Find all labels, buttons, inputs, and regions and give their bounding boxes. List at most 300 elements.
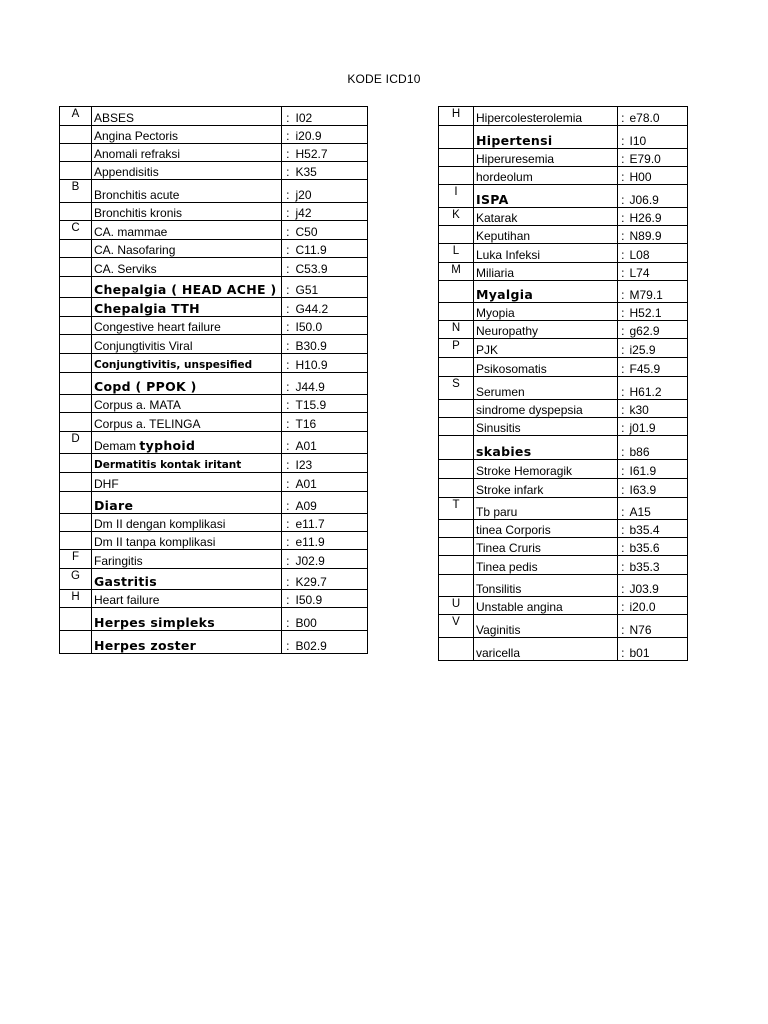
icd-code: I10 xyxy=(628,126,688,149)
index-letter: N xyxy=(439,321,474,339)
separator-colon: : xyxy=(618,149,628,167)
table-row xyxy=(60,162,368,180)
diagnosis-name xyxy=(92,569,282,590)
icd-code: H00 xyxy=(628,167,688,185)
diagnosis-name-text: Hipertensi xyxy=(476,133,553,148)
diagnosis-name-text: Serumen xyxy=(476,385,525,399)
separator-colon: : xyxy=(282,144,294,162)
icd-code: j42 xyxy=(294,203,368,221)
separator-colon: : xyxy=(618,418,628,436)
diagnosis-name-text: hordeolum xyxy=(476,170,533,184)
icd-code: I50.9 xyxy=(294,590,368,608)
diagnosis-name-text: Conjungtivitis, unspesified xyxy=(94,359,253,371)
icd-code: b35.3 xyxy=(628,556,688,575)
icd-code: N89.9 xyxy=(628,226,688,244)
table-row xyxy=(439,418,688,436)
table-row xyxy=(439,436,688,460)
diagnosis-name-prefix: Demam xyxy=(94,439,140,453)
index-letter: M xyxy=(439,263,474,281)
index-letter: K xyxy=(439,208,474,226)
index-letter xyxy=(439,520,474,538)
icd-code: T15.9 xyxy=(294,395,368,413)
diagnosis-name xyxy=(92,354,282,373)
table-row xyxy=(60,221,368,240)
diagnosis-name xyxy=(92,221,282,240)
diagnosis-name-text: Miliaria xyxy=(476,266,515,280)
icd-code: i25.9 xyxy=(628,339,688,358)
icd-code: i20.9 xyxy=(294,126,368,144)
index-letter xyxy=(60,631,92,654)
diagnosis-name xyxy=(92,240,282,258)
separator-colon: : xyxy=(618,107,628,126)
table-row xyxy=(60,514,368,532)
diagnosis-name xyxy=(92,492,282,514)
diagnosis-name-text: Stroke infark xyxy=(476,483,544,497)
table-row xyxy=(60,454,368,473)
icd-code: A01 xyxy=(294,432,368,454)
diagnosis-name xyxy=(474,498,618,520)
separator-colon: : xyxy=(618,226,628,244)
icd-code: b01 xyxy=(628,638,688,661)
diagnosis-name xyxy=(474,226,618,244)
separator-colon: : xyxy=(282,298,294,317)
diagnosis-name-text: Keputihan xyxy=(476,229,531,243)
index-letter: P xyxy=(439,339,474,358)
separator-colon: : xyxy=(618,167,628,185)
diagnosis-name-text: Chepalgia TTH xyxy=(94,301,200,316)
icd-code: M79.1 xyxy=(628,281,688,303)
index-letter xyxy=(60,277,92,298)
index-letter: H xyxy=(439,107,474,126)
separator-colon: : xyxy=(618,479,628,498)
separator-colon: : xyxy=(282,514,294,532)
separator-colon: : xyxy=(282,492,294,514)
table-row xyxy=(60,373,368,395)
diagnosis-name-text: sindrome dyspepsia xyxy=(476,403,583,417)
diagnosis-name-text: Tonsilitis xyxy=(476,582,522,596)
diagnosis-name-text: Dermatitis kontak iritant xyxy=(94,459,242,471)
table-row xyxy=(439,538,688,556)
separator-colon: : xyxy=(618,498,628,520)
table-row xyxy=(60,335,368,354)
separator-colon: : xyxy=(282,608,294,631)
separator-colon: : xyxy=(282,532,294,550)
table-row xyxy=(439,400,688,418)
table-row xyxy=(439,281,688,303)
diagnosis-name xyxy=(474,339,618,358)
diagnosis-name xyxy=(474,597,618,615)
icd-code: b35.4 xyxy=(628,520,688,538)
separator-colon: : xyxy=(282,413,294,432)
diagnosis-name-text: Corpus a. MATA xyxy=(94,398,181,412)
table-row xyxy=(439,126,688,149)
separator-colon: : xyxy=(618,126,628,149)
index-letter xyxy=(60,335,92,354)
diagnosis-name-text: varicella xyxy=(476,646,521,660)
table-row xyxy=(439,303,688,321)
separator-colon: : xyxy=(618,520,628,538)
icd-code: J06.9 xyxy=(628,185,688,208)
diagnosis-name xyxy=(92,180,282,203)
separator-colon: : xyxy=(618,263,628,281)
diagnosis-name xyxy=(92,277,282,298)
separator-colon: : xyxy=(282,473,294,492)
diagnosis-name-text: Conjungtivitis Viral xyxy=(94,339,193,353)
diagnosis-name xyxy=(474,303,618,321)
icd-code: C50 xyxy=(294,221,368,240)
table-row xyxy=(60,354,368,373)
index-letter: I xyxy=(439,185,474,208)
separator-colon: : xyxy=(618,615,628,638)
diagnosis-name xyxy=(92,144,282,162)
separator-colon: : xyxy=(282,203,294,221)
diagnosis-name xyxy=(92,373,282,395)
diagnosis-name xyxy=(474,377,618,400)
index-letter xyxy=(439,418,474,436)
separator-colon: : xyxy=(618,556,628,575)
table-row xyxy=(60,569,368,590)
icd-code: J44.9 xyxy=(294,373,368,395)
diagnosis-name xyxy=(92,432,282,454)
icd-code: J02.9 xyxy=(294,550,368,569)
diagnosis-name xyxy=(474,520,618,538)
diagnosis-name-text: ABSES xyxy=(94,111,135,125)
diagnosis-name xyxy=(474,281,618,303)
diagnosis-name xyxy=(474,185,618,208)
index-letter xyxy=(60,473,92,492)
separator-colon: : xyxy=(282,569,294,590)
index-letter xyxy=(60,454,92,473)
index-letter: U xyxy=(439,597,474,615)
table-row xyxy=(60,258,368,277)
index-letter xyxy=(60,532,92,550)
separator-colon: : xyxy=(618,358,628,377)
icd-code: A09 xyxy=(294,492,368,514)
index-letter: F xyxy=(60,550,92,569)
icd-code: B02.9 xyxy=(294,631,368,654)
diagnosis-name xyxy=(474,615,618,638)
table-row xyxy=(439,339,688,358)
separator-colon: : xyxy=(618,638,628,661)
table-row xyxy=(60,126,368,144)
diagnosis-name-text: Corpus a. TELINGA xyxy=(94,417,201,431)
diagnosis-name xyxy=(474,149,618,167)
diagnosis-name xyxy=(92,631,282,654)
index-letter xyxy=(60,354,92,373)
separator-colon: : xyxy=(618,244,628,263)
diagnosis-name-text: PJK xyxy=(476,343,499,357)
diagnosis-name-text: Copd ( PPOK ) xyxy=(94,379,197,394)
separator-colon: : xyxy=(282,550,294,569)
diagnosis-name-text: DHF xyxy=(94,477,119,491)
diagnosis-name xyxy=(474,263,618,281)
index-letter: G xyxy=(60,569,92,590)
index-letter xyxy=(60,514,92,532)
diagnosis-name xyxy=(474,460,618,479)
separator-colon: : xyxy=(282,126,294,144)
separator-colon: : xyxy=(282,454,294,473)
separator-colon: : xyxy=(282,240,294,258)
diagnosis-name-text: Herpes simpleks xyxy=(94,615,216,630)
diagnosis-name xyxy=(92,298,282,317)
index-letter: L xyxy=(439,244,474,263)
table-row xyxy=(60,203,368,221)
diagnosis-name-text: Myopia xyxy=(476,306,515,320)
separator-colon: : xyxy=(618,208,628,226)
table-row xyxy=(439,479,688,498)
index-letter xyxy=(60,144,92,162)
index-letter xyxy=(439,479,474,498)
table-row xyxy=(439,263,688,281)
diagnosis-name-text: Myalgia xyxy=(476,287,534,302)
table-row xyxy=(60,180,368,203)
separator-colon: : xyxy=(282,258,294,277)
index-letter xyxy=(439,358,474,377)
icd-code: I23 xyxy=(294,454,368,473)
separator-colon: : xyxy=(282,317,294,335)
diagnosis-name-bold: typhoid xyxy=(139,438,196,453)
diagnosis-name-text: Herpes zoster xyxy=(94,638,197,653)
diagnosis-name xyxy=(92,413,282,432)
table-row xyxy=(60,413,368,432)
separator-colon: : xyxy=(618,538,628,556)
diagnosis-name xyxy=(474,244,618,263)
icd-code: j01.9 xyxy=(628,418,688,436)
index-letter xyxy=(60,126,92,144)
diagnosis-name-text: Hiperuresemia xyxy=(476,152,555,166)
diagnosis-name xyxy=(92,335,282,354)
index-letter xyxy=(439,226,474,244)
table-row xyxy=(439,208,688,226)
table-row xyxy=(60,590,368,608)
diagnosis-name xyxy=(92,107,282,126)
diagnosis-name xyxy=(92,162,282,180)
separator-colon: : xyxy=(282,180,294,203)
table-row xyxy=(60,277,368,298)
separator-colon: : xyxy=(618,377,628,400)
index-letter xyxy=(439,281,474,303)
separator-colon: : xyxy=(618,321,628,339)
separator-colon: : xyxy=(618,460,628,479)
icd-code: k30 xyxy=(628,400,688,418)
index-letter: V xyxy=(439,615,474,638)
diagnosis-name xyxy=(92,395,282,413)
index-letter xyxy=(60,240,92,258)
icd-code: B30.9 xyxy=(294,335,368,354)
index-letter xyxy=(439,126,474,149)
diagnosis-name-text: Luka Infeksi xyxy=(476,248,541,262)
separator-colon: : xyxy=(282,432,294,454)
icd-code: I02 xyxy=(294,107,368,126)
table-row xyxy=(60,144,368,162)
icd-code: N76 xyxy=(628,615,688,638)
diagnosis-name-text: Psikosomatis xyxy=(476,362,547,376)
separator-colon: : xyxy=(282,335,294,354)
index-letter xyxy=(60,258,92,277)
icd-code: b86 xyxy=(628,436,688,460)
diagnosis-name-text: Heart failure xyxy=(94,593,160,607)
table-row xyxy=(439,226,688,244)
index-letter xyxy=(60,608,92,631)
table-row xyxy=(60,432,368,454)
table-row xyxy=(439,575,688,597)
diagnosis-name-text: Chepalgia ( HEAD ACHE ) xyxy=(94,282,277,297)
diagnosis-name-text: Dm II dengan komplikasi xyxy=(94,517,226,531)
index-letter: H xyxy=(60,590,92,608)
icd-code: I63.9 xyxy=(628,479,688,498)
icd-code: e11.7 xyxy=(294,514,368,532)
diagnosis-name-text: Appendisitis xyxy=(94,165,159,179)
index-letter xyxy=(439,538,474,556)
icd-code: G51 xyxy=(294,277,368,298)
separator-colon: : xyxy=(618,400,628,418)
icd-code: e11.9 xyxy=(294,532,368,550)
icd-code: j20 xyxy=(294,180,368,203)
index-letter: A xyxy=(60,107,92,126)
diagnosis-name-text: Tinea pedis xyxy=(476,560,538,574)
separator-colon: : xyxy=(282,590,294,608)
diagnosis-name-text: skabies xyxy=(476,444,532,459)
index-letter: C xyxy=(60,221,92,240)
table-row xyxy=(439,377,688,400)
diagnosis-name xyxy=(474,479,618,498)
icd-code: H10.9 xyxy=(294,354,368,373)
index-letter xyxy=(439,556,474,575)
diagnosis-name xyxy=(92,550,282,569)
diagnosis-name xyxy=(474,538,618,556)
icd-code: I50.0 xyxy=(294,317,368,335)
table-row xyxy=(60,532,368,550)
table-row xyxy=(60,492,368,514)
icd-code: J03.9 xyxy=(628,575,688,597)
separator-colon: : xyxy=(618,303,628,321)
diagnosis-name xyxy=(92,258,282,277)
index-letter xyxy=(60,413,92,432)
index-letter xyxy=(439,638,474,661)
diagnosis-name-text: Dm II tanpa komplikasi xyxy=(94,535,216,549)
diagnosis-name-text: Stroke Hemoragik xyxy=(476,464,573,478)
diagnosis-name xyxy=(474,436,618,460)
table-row xyxy=(439,185,688,208)
index-letter xyxy=(439,149,474,167)
diagnosis-name-text: Tinea Cruris xyxy=(476,541,541,555)
diagnosis-name xyxy=(92,317,282,335)
diagnosis-name xyxy=(474,107,618,126)
separator-colon: : xyxy=(618,281,628,303)
icd-code: C11.9 xyxy=(294,240,368,258)
diagnosis-name-text: Unstable angina xyxy=(476,600,563,614)
table-row xyxy=(439,321,688,339)
index-letter xyxy=(439,436,474,460)
table-row xyxy=(60,631,368,654)
table-row xyxy=(60,473,368,492)
diagnosis-name-text: Anomali refraksi xyxy=(94,147,181,161)
diagnosis-name xyxy=(474,126,618,149)
diagnosis-name-text: Bronchitis kronis xyxy=(94,206,183,220)
diagnosis-name xyxy=(474,638,618,661)
table-row xyxy=(439,460,688,479)
diagnosis-name-text: Diare xyxy=(94,498,134,513)
table-row xyxy=(439,358,688,377)
table-row xyxy=(439,520,688,538)
diagnosis-name xyxy=(92,532,282,550)
table-row xyxy=(439,498,688,520)
icd-code: K35 xyxy=(294,162,368,180)
diagnosis-name xyxy=(474,321,618,339)
icd-code: b35.6 xyxy=(628,538,688,556)
index-letter xyxy=(60,317,92,335)
separator-colon: : xyxy=(282,277,294,298)
icd-code: I61.9 xyxy=(628,460,688,479)
index-letter: S xyxy=(439,377,474,400)
table-row xyxy=(439,107,688,126)
icd-code: H52.7 xyxy=(294,144,368,162)
icd-code: H61.2 xyxy=(628,377,688,400)
diagnosis-name-text: Hipercolesterolemia xyxy=(476,111,583,125)
table-row xyxy=(439,149,688,167)
diagnosis-name-text: ISPA xyxy=(476,192,509,207)
separator-colon: : xyxy=(282,373,294,395)
table-row xyxy=(60,298,368,317)
diagnosis-name-text: Gastritis xyxy=(94,574,157,589)
index-letter xyxy=(60,373,92,395)
icd-code: H52.1 xyxy=(628,303,688,321)
icd-code: B00 xyxy=(294,608,368,631)
diagnosis-name-text: Congestive heart failure xyxy=(94,320,221,334)
table-row xyxy=(60,608,368,631)
icd-code: C53.9 xyxy=(294,258,368,277)
diagnosis-name-text: Bronchitis acute xyxy=(94,188,180,202)
separator-colon: : xyxy=(282,221,294,240)
icd-code: L74 xyxy=(628,263,688,281)
icd-code: A01 xyxy=(294,473,368,492)
separator-colon: : xyxy=(282,395,294,413)
diagnosis-name xyxy=(92,514,282,532)
diagnosis-name xyxy=(474,167,618,185)
diagnosis-name xyxy=(474,418,618,436)
diagnosis-name-text: tinea Corporis xyxy=(476,523,551,537)
table-row xyxy=(60,395,368,413)
icd-code: H26.9 xyxy=(628,208,688,226)
separator-colon: : xyxy=(618,575,628,597)
separator-colon: : xyxy=(618,339,628,358)
table-row xyxy=(439,244,688,263)
separator-colon: : xyxy=(618,185,628,208)
diagnosis-name xyxy=(92,473,282,492)
icd-table-right xyxy=(438,106,688,661)
page-title: KODE ICD10 xyxy=(347,72,421,86)
icd-code: g62.9 xyxy=(628,321,688,339)
diagnosis-name xyxy=(92,126,282,144)
diagnosis-name xyxy=(474,400,618,418)
index-letter xyxy=(439,167,474,185)
icd-code: K29.7 xyxy=(294,569,368,590)
diagnosis-name xyxy=(92,590,282,608)
table-row xyxy=(439,597,688,615)
diagnosis-name-text: Neuropathy xyxy=(476,324,539,338)
separator-colon: : xyxy=(282,107,294,126)
diagnosis-name-text: Angina Pectoris xyxy=(94,129,179,143)
diagnosis-name xyxy=(474,358,618,377)
diagnosis-name-text: Faringitis xyxy=(94,554,143,568)
index-letter xyxy=(439,400,474,418)
diagnosis-name-text: Tb paru xyxy=(476,505,518,519)
index-letter: D xyxy=(60,432,92,454)
index-letter xyxy=(60,492,92,514)
table-row xyxy=(60,550,368,569)
separator-colon: : xyxy=(282,162,294,180)
index-letter xyxy=(60,162,92,180)
